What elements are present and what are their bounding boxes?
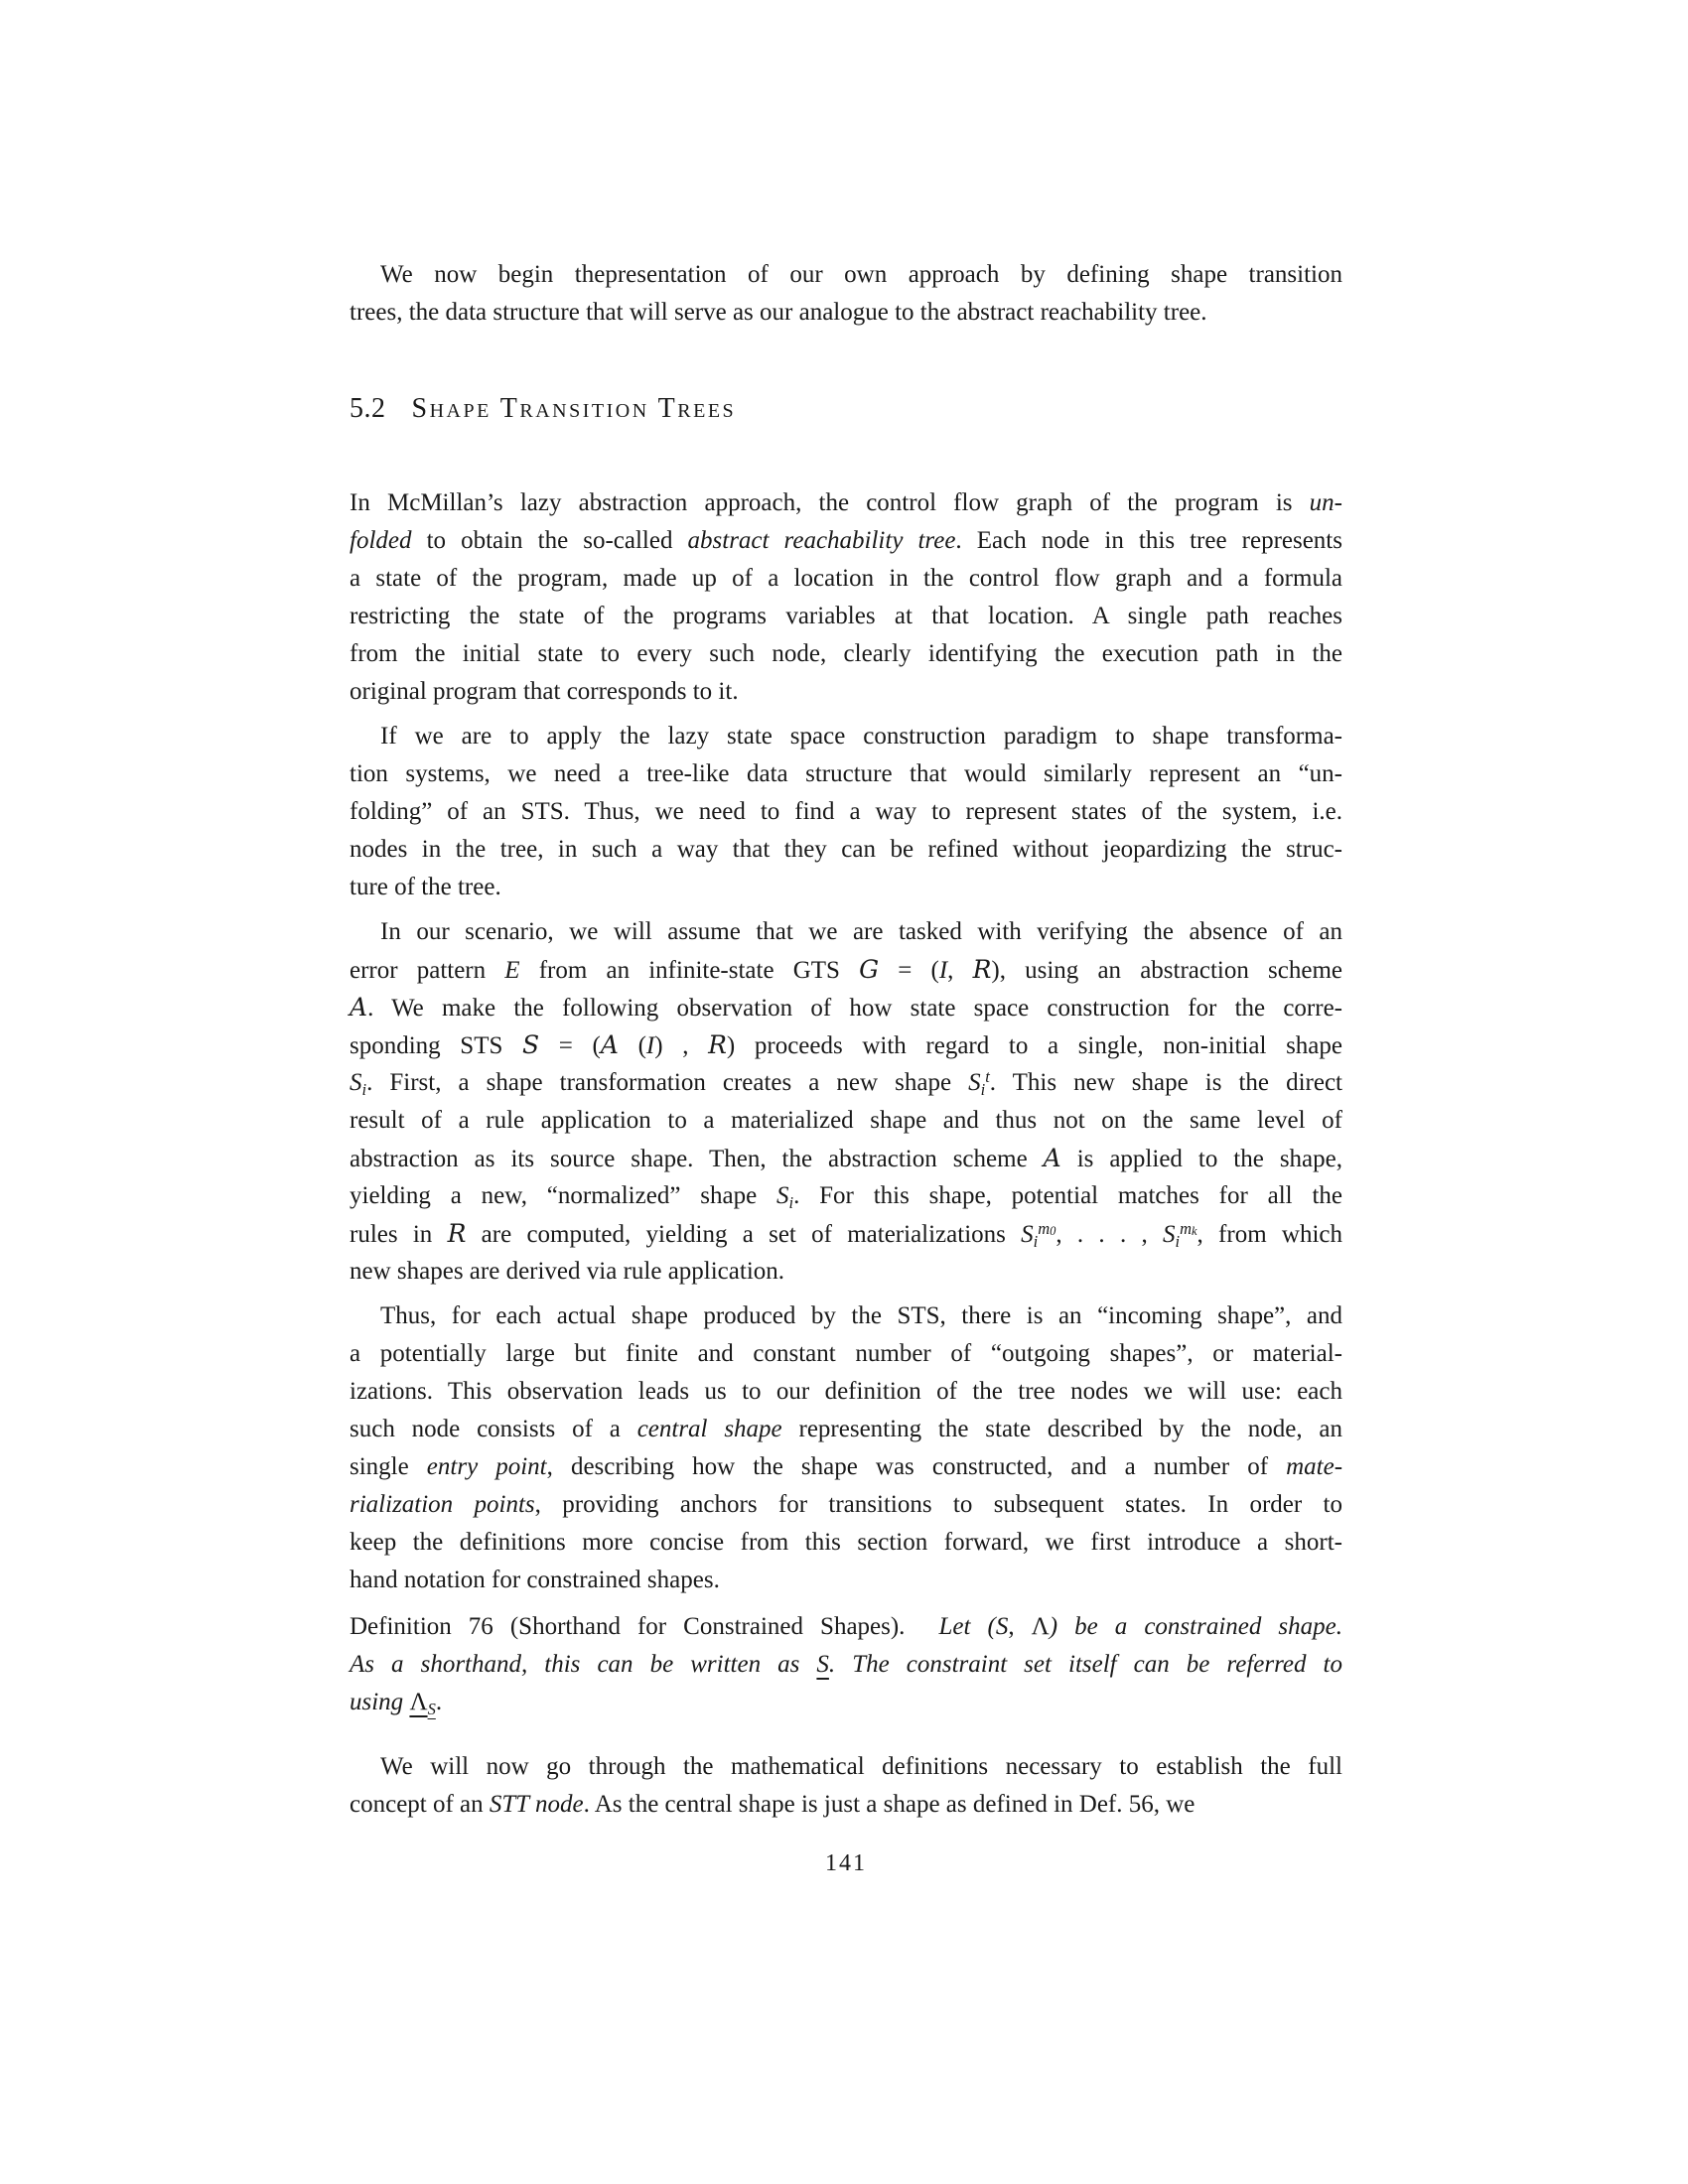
text-line — [350, 1608, 1342, 1646]
text-line — [350, 869, 1342, 906]
text-segment: We now begin thepresentation of our own approach by defining shape transition — [380, 261, 1342, 288]
paragraph-unfolding-sts — [350, 718, 1342, 906]
text-segment: Definition 76 (Shorthand for Constrained Shapes). — [350, 1613, 906, 1640]
text-segment: In our scenario, we will assume that we are tasked with verifying the absence of an — [380, 918, 1342, 945]
text-segment: hand notation for constrained shapes. — [350, 1567, 720, 1593]
text-segment: . Each node in this tree represents — [955, 527, 1342, 554]
section-title: Shape Transition Trees — [411, 393, 737, 424]
text-segment: S — [775, 1182, 789, 1209]
body-paragraph-container — [350, 484, 1342, 1824]
text-segment: . First, a shape transformation creates a new shape — [366, 1069, 969, 1096]
intro-paragraph — [350, 256, 1342, 332]
text-segment: k — [1191, 1224, 1197, 1239]
text-segment: ) , — [654, 1032, 709, 1059]
text-segment: i — [1175, 1231, 1181, 1251]
text-line — [350, 1524, 1342, 1562]
text-segment: A — [1043, 1144, 1061, 1172]
text-line — [350, 1064, 1342, 1102]
text-line — [350, 1177, 1342, 1215]
text-segment: , . . . , — [1055, 1221, 1163, 1248]
text-segment: original program that corresponds to it. — [350, 678, 739, 705]
text-segment: ( — [618, 1032, 646, 1059]
text-segment: to obtain the so-called — [411, 527, 688, 554]
text-segment: S — [1162, 1221, 1176, 1248]
text-line — [350, 1335, 1342, 1373]
text-segment: We will now go through the mathematical definitions necessary to establish the full — [380, 1753, 1342, 1780]
text-segment: trees, the data structure that will serve as our analogue to the abstract reachability tree. — [350, 299, 1207, 326]
text-line — [350, 1026, 1342, 1064]
text-segment: G — [859, 955, 880, 984]
text-segment: are computed, yielding a set of materializations — [466, 1221, 1022, 1248]
text-segment: In McMillan’s lazy abstraction approach, the control flow graph of the program is — [350, 489, 1310, 516]
text-line — [350, 1486, 1342, 1524]
text-segment: 0 — [1050, 1224, 1056, 1239]
text-segment: . This new shape is the direct — [989, 1069, 1342, 1096]
text-segment: S — [1021, 1221, 1034, 1248]
text-segment: S — [816, 1651, 829, 1678]
text-segment: a potentially large but finite and constant number of “outgoing shapes”, or material- — [350, 1340, 1342, 1367]
text-segment: STT node — [489, 1791, 584, 1818]
text-segment: single — [350, 1453, 427, 1480]
text-segment: tion systems, we need a tree-like data structure that would similarly represent an “un- — [350, 760, 1342, 787]
text-segment: ) be a constrained shape. — [1049, 1613, 1342, 1640]
page-number: 141 — [825, 1850, 867, 1876]
text-line — [350, 755, 1342, 793]
text-line — [350, 673, 1342, 711]
text-line — [350, 256, 1342, 294]
text-segment: using — [350, 1689, 410, 1715]
text-segment: yielding a new, “normalized” shape — [350, 1182, 776, 1209]
text-segment: = ( — [879, 957, 939, 984]
text-segment: restricting the state of the programs variables at that location. A single path reaches — [350, 603, 1342, 629]
text-line — [350, 793, 1342, 831]
text-segment: new shapes are derived via rule application. — [350, 1258, 785, 1285]
text-segment: from an infinite-state GTS — [519, 957, 860, 984]
text-line — [350, 1102, 1342, 1140]
text-segment: , Λ — [1008, 1613, 1050, 1640]
text-segment: nodes in the tree, in such a way that they can be refined without jeopardizing the struc- — [350, 836, 1342, 863]
text-segment: , providing anchors for transitions to subsequent states. In order to — [534, 1491, 1342, 1518]
text-segment: I — [645, 1032, 655, 1059]
text-segment: un- — [1309, 489, 1342, 516]
text-segment: representing the state described by the node, an — [781, 1416, 1343, 1442]
text-segment: izations. This observation leads us to our definition of the tree nodes we will use: each — [350, 1378, 1342, 1405]
text-segment — [905, 1613, 938, 1640]
text-line — [350, 831, 1342, 869]
text-segment: rules in — [350, 1221, 448, 1248]
text-line — [350, 635, 1342, 673]
text-line — [350, 1411, 1342, 1448]
text-segment: Thus, for each actual shape produced by the STS, there is an “incoming shape”, and — [380, 1302, 1342, 1329]
text-segment: entry point — [426, 1453, 547, 1480]
text-segment: from the initial state to every such node, clearly identifying the execution path in the — [350, 640, 1342, 667]
text-segment: , from which — [1196, 1221, 1343, 1248]
text-segment: ), using an abstraction scheme — [991, 957, 1342, 984]
text-segment: mate- — [1286, 1453, 1343, 1480]
text-line — [350, 1215, 1342, 1253]
text-segment: S — [427, 1699, 436, 1718]
text-line — [350, 1253, 1342, 1291]
text-line — [350, 1562, 1342, 1599]
text-segment: rialization points — [350, 1491, 535, 1518]
text-line — [350, 522, 1342, 560]
section-number: 5.2 — [350, 393, 386, 424]
text-line — [350, 1748, 1342, 1786]
text-line — [350, 913, 1342, 951]
text-segment: S — [350, 1069, 362, 1096]
text-segment: R — [708, 1030, 727, 1059]
definition-76 — [350, 1608, 1342, 1721]
text-line — [350, 989, 1342, 1026]
text-segment: central shape — [636, 1416, 782, 1442]
text-segment: . For this shape, potential matches for all the — [793, 1182, 1342, 1209]
paragraph-lazy-abstraction — [350, 484, 1342, 711]
text-segment: A — [350, 993, 368, 1022]
text-line — [350, 951, 1342, 989]
text-segment: is applied to the shape, — [1060, 1146, 1342, 1172]
text-segment: i — [980, 1079, 986, 1099]
text-segment: Let ( — [938, 1613, 996, 1640]
text-segment: i — [1033, 1231, 1039, 1251]
text-segment: a state of the program, made up of a location in the control flow graph and a formula — [350, 565, 1342, 592]
text-segment: , describing how the shape was constructed, and a number of — [546, 1453, 1287, 1480]
text-segment: R — [447, 1219, 467, 1248]
text-line — [350, 1646, 1342, 1684]
text-segment: A — [600, 1030, 619, 1059]
text-segment: i — [361, 1079, 367, 1099]
text-line — [350, 598, 1342, 635]
text-segment: R — [972, 955, 992, 984]
text-segment: result of a rule application to a materialized shape and thus not on the same level of — [350, 1107, 1342, 1134]
text-segment: S — [522, 1030, 540, 1059]
text-line — [350, 484, 1342, 522]
text-segment: sponding STS — [350, 1032, 523, 1059]
text-segment: m — [1180, 1218, 1192, 1238]
text-segment: folding” of an STS. Thus, we need to find a way to represent states of the system, i.e. — [350, 798, 1342, 825]
text-segment: ture of the tree. — [350, 874, 501, 900]
text-segment: error pattern — [350, 957, 505, 984]
text-segment: such node consists of a — [350, 1416, 637, 1442]
text-line — [350, 1684, 1342, 1721]
text-line — [350, 1448, 1342, 1486]
text-segment: m — [1038, 1218, 1051, 1238]
text-line — [350, 718, 1342, 755]
text-line — [350, 1786, 1342, 1824]
text-segment: . We make the following observation of how state space construction for the corre- — [367, 995, 1342, 1022]
text-segment: abstract reachability tree — [687, 527, 956, 554]
text-column — [350, 256, 1342, 1831]
text-segment: S — [995, 1613, 1009, 1640]
text-segment: If we are to apply the lazy state space construction paradigm to shape transforma- — [380, 723, 1342, 750]
text-segment: folded — [350, 527, 412, 554]
paragraph-tree-nodes — [350, 1297, 1342, 1599]
text-line — [350, 1297, 1342, 1335]
text-segment: E — [504, 957, 520, 984]
text-segment: t — [985, 1066, 990, 1086]
text-segment: ) proceeds with regard to a single, non-initial shape — [726, 1032, 1343, 1059]
text-segment: As a shorthand, this can be written as — [350, 1651, 817, 1678]
text-segment: I — [938, 957, 948, 984]
text-line — [350, 294, 1342, 332]
text-segment: concept of an — [350, 1791, 490, 1818]
text-segment: i — [788, 1192, 794, 1212]
text-segment: . As the central shape is just a shape as defined in Def. 56, we — [583, 1791, 1196, 1818]
section-heading — [350, 389, 1342, 429]
intro-paragraph-container — [350, 256, 1342, 332]
text-segment: = ( — [539, 1032, 601, 1059]
text-line — [350, 560, 1342, 598]
text-segment: Λ — [409, 1689, 428, 1715]
paragraph-closing — [350, 1748, 1342, 1824]
text-segment: . — [435, 1689, 443, 1715]
paragraph-scenario — [350, 913, 1342, 1291]
text-segment: abstraction as its source shape. Then, the abstraction scheme — [350, 1146, 1044, 1172]
text-segment: . The constraint set itself can be referred to — [828, 1651, 1342, 1678]
text-line — [350, 1373, 1342, 1411]
text-line — [350, 1140, 1342, 1177]
text-segment: S — [968, 1069, 981, 1096]
text-segment: , — [947, 957, 973, 984]
text-segment: keep the definitions more concise from this section forward, we first introduce a short- — [350, 1529, 1342, 1556]
